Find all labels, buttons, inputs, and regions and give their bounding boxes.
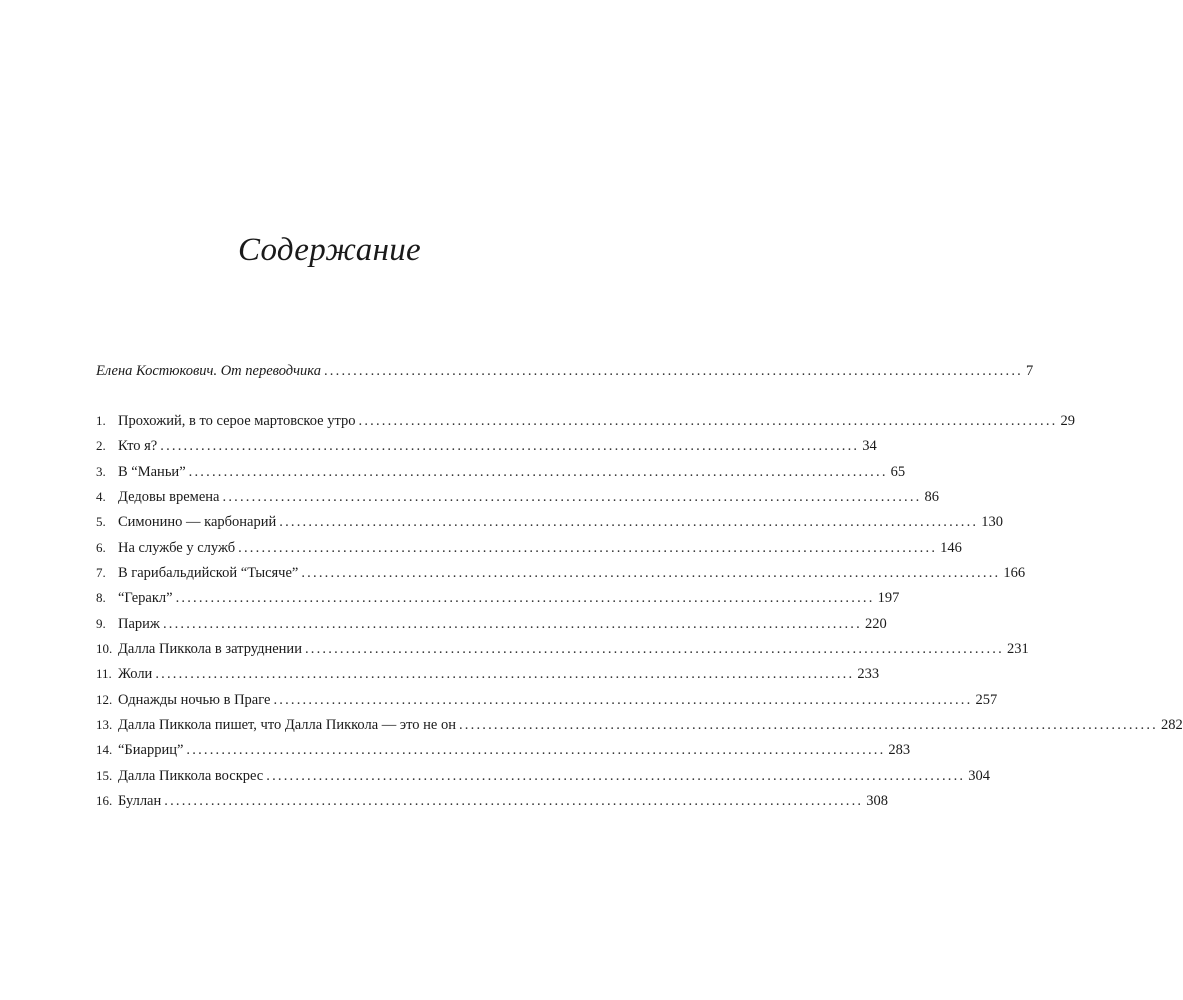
toc-leader-dots: ........................................................................................................................	[162, 615, 862, 632]
toc-page-number: 146	[940, 539, 962, 556]
toc-leader-dots: ........................................................................................................................	[304, 641, 1004, 657]
toc-chapter-number: 3.	[96, 463, 106, 479]
toc-chapter-number: 6.	[96, 539, 106, 555]
toc-chapter-number: 1.	[96, 413, 106, 428]
toc-leader-dots: ........................................................................................................................	[279, 514, 979, 531]
toc-leader-dots: ........................................................................................................................	[188, 463, 888, 480]
toc-entry-label: Прохожий, в то серое мартовское утро	[118, 413, 356, 429]
toc-entry	[96, 614, 887, 634]
toc-page-number: 283	[888, 742, 911, 759]
toc-page-number: 231	[1006, 641, 1029, 657]
page-title: Содержание	[237, 232, 421, 268]
toc-page-number: 7	[1025, 363, 1034, 379]
toc-leader-dots: ........................................................................................................................	[164, 793, 864, 809]
toc-leader-dots: ........................................................................................................................	[186, 742, 886, 759]
toc-leader-dots: ........................................................................................................................	[175, 590, 875, 607]
toc-page-number: 257	[975, 691, 998, 708]
toc-entry-label: Далла Пиккола в затруднении	[118, 641, 302, 657]
toc-page-number: 304	[968, 767, 990, 784]
toc-entry	[96, 563, 1026, 583]
toc-entry	[96, 462, 906, 482]
toc-entry	[96, 791, 888, 811]
toc-entry	[96, 436, 877, 456]
toc-entry-label: Кто я?	[118, 438, 158, 455]
toc-chapter-number: 7.	[96, 565, 106, 580]
toc-page-number: 282	[1160, 717, 1183, 733]
toc-entry-label: Далла Пиккола воскрес	[118, 767, 264, 784]
toc-chapter-number: 12.	[96, 691, 113, 707]
toc-page-number: 86	[924, 489, 939, 505]
toc-chapter-number: 9.	[96, 615, 106, 631]
toc-chapter-number: 8.	[96, 590, 106, 606]
toc-entry-label: Однажды ночью в Праге	[118, 691, 271, 708]
toc-entry-label: Симонино — карбонарий	[118, 514, 277, 531]
toc-chapter-number: 4.	[96, 489, 106, 504]
toc-entry	[96, 588, 900, 608]
toc-entry-label: Дедовы времена	[118, 489, 220, 505]
toc-leader-dots: ........................................................................................................................	[222, 489, 922, 505]
toc-page-number: 308	[866, 793, 888, 809]
toc-entry-label: Елена Костюкович. От переводчика	[96, 363, 321, 379]
toc-leader-dots: ........................................................................................................................	[266, 767, 966, 784]
toc-leader-dots: ........................................................................................................................	[458, 717, 1158, 733]
toc-leader-dots: ........................................................................................................................	[238, 539, 938, 556]
toc-entry	[96, 766, 990, 786]
toc-entry-label: В гарибальдийской “Тысяче”	[118, 565, 299, 581]
toc-chapter-number: 11.	[96, 666, 112, 682]
toc-chapter-number: 16.	[96, 793, 113, 808]
toc-entry-label: “Геракл”	[118, 590, 173, 607]
toc-entry-label: Буллан	[118, 793, 162, 809]
toc-leader-dots: ........................................................................................................................	[155, 666, 855, 683]
toc-entry	[96, 715, 1183, 735]
toc-page-number: 130	[981, 514, 1003, 531]
toc-entry-label: На службе у служб	[118, 539, 236, 556]
toc-entry-label: Жоли	[118, 666, 153, 683]
toc-leader-dots: ........................................................................................................................	[273, 691, 973, 708]
toc-entry-label: Далла Пиккола пишет, что Далла Пиккола — это не он	[118, 717, 456, 733]
toc-intro-entry	[96, 361, 1034, 381]
toc-entry	[96, 664, 880, 684]
toc-leader-dots: ........................................................................................................................	[160, 438, 860, 455]
toc-chapter-number: 14.	[96, 742, 113, 758]
toc-entry	[96, 512, 1003, 532]
toc-entry-label: “Биарриц”	[118, 742, 184, 759]
toc-chapter-number: 15.	[96, 767, 113, 783]
toc-chapter-number: 10.	[96, 641, 113, 656]
toc-entry	[96, 740, 911, 760]
toc-page-number: 197	[877, 590, 900, 607]
toc-entry	[96, 411, 1075, 431]
toc-page-number: 166	[1003, 565, 1026, 581]
toc-page-number: 34	[862, 438, 877, 455]
toc-page-number: 65	[890, 463, 906, 480]
toc-entry	[96, 538, 962, 558]
toc-leader-dots: ........................................................................................................................	[323, 363, 1023, 379]
toc-page-number: 29	[1060, 413, 1075, 429]
toc-page-number: 233	[857, 666, 880, 683]
toc-page-number: 220	[864, 615, 887, 632]
toc-entry	[96, 690, 998, 710]
toc-entry-label: В “Маньи”	[118, 463, 186, 480]
toc-leader-dots: ........................................................................................................................	[301, 565, 1001, 581]
toc-chapter-number: 5.	[96, 514, 106, 530]
toc-chapter-number: 13.	[96, 717, 113, 732]
toc-entry-label: Париж	[118, 615, 160, 632]
toc-chapter-number: 2.	[96, 438, 106, 454]
toc-entry	[96, 487, 939, 507]
toc-entry	[96, 639, 1029, 659]
toc-leader-dots: ........................................................................................................................	[358, 413, 1058, 429]
